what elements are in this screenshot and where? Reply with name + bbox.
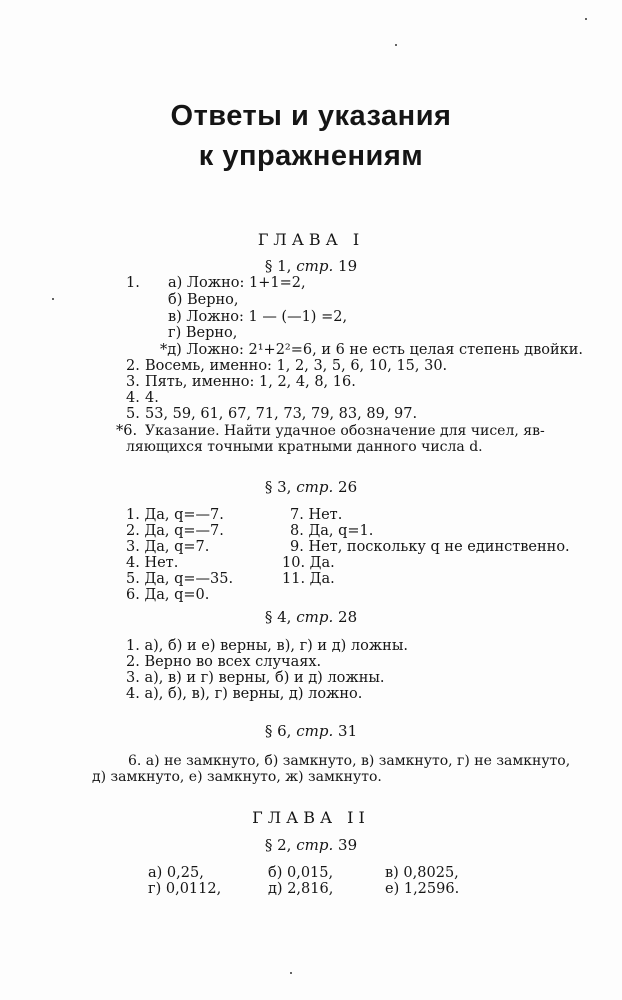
answer-text: 2. Верно во всех случаях. xyxy=(126,654,322,670)
page-number: 26 xyxy=(338,478,358,496)
answer-left: 3. Да, q=7. xyxy=(126,539,210,555)
section-3-heading xyxy=(0,478,622,496)
answer-text: 4. а), б), в), г) верны, д) ложно. xyxy=(126,686,363,702)
answer-number: 2. xyxy=(126,358,140,374)
answer-text: б) Верно, xyxy=(168,292,239,308)
answer-left: 4. Нет. xyxy=(126,555,179,571)
answer-text: Указание. Найти удачное обозначение для чисел, яв- xyxy=(145,423,545,439)
page-title-line-2: к упражнениям xyxy=(198,140,424,172)
scan-speck xyxy=(52,298,54,300)
chapter-1-heading: ГЛАВА I xyxy=(257,230,365,249)
section-1-heading xyxy=(0,257,622,275)
answer-text: 6. а) не замкнуто, б) замкнуто, в) замкнуто, г) не замкнуто, xyxy=(128,753,571,769)
section-4-heading xyxy=(0,608,622,626)
answer-text: 4. xyxy=(145,390,159,406)
answer-text: а) Ложно: 1+1=2, xyxy=(168,275,306,291)
section-sign: § 4, xyxy=(264,608,292,626)
answer-right: 11. Да. xyxy=(282,571,335,587)
answer-value: а) 0,25, xyxy=(148,865,204,881)
answer-text: г) Верно, xyxy=(168,325,238,341)
answer-text: *д) Ложно: 2¹+2²=6, и 6 не есть целая степень двойки. xyxy=(160,342,583,358)
page-number: 39 xyxy=(338,836,358,854)
answer-number: 1. xyxy=(126,275,140,291)
section-sign: § 1, xyxy=(264,257,292,275)
answer-left: 5. Да, q=—35. xyxy=(126,571,234,587)
answer-number: 4. xyxy=(126,390,140,406)
answer-text: д) замкнуто, е) замкнуто, ж) замкнуто. xyxy=(92,769,382,785)
answer-value: е) 1,2596. xyxy=(385,881,460,897)
answer-number: *6. xyxy=(116,423,138,439)
answer-right: 9. Нет, поскольку q не единственно. xyxy=(290,539,570,555)
answer-value: в) 0,8025, xyxy=(385,865,459,881)
answer-left: 1. Да, q=—7. xyxy=(126,507,224,523)
page-title-line-1: Ответы и указания xyxy=(170,100,452,132)
page-ref-label: стр. xyxy=(296,608,334,626)
answer-value: г) 0,0112, xyxy=(148,881,222,897)
answer-value: д) 2,816, xyxy=(268,881,334,897)
answer-text: 1. а), б) и е) верны, в), г) и д) ложны. xyxy=(126,638,408,654)
answer-value: б) 0,015, xyxy=(268,865,334,881)
page-number: 31 xyxy=(338,722,358,740)
page-ref-label: стр. xyxy=(296,722,334,740)
answer-right: 10. Да. xyxy=(282,555,335,571)
page-number: 28 xyxy=(338,608,358,626)
chapter-2-heading: ГЛАВА II xyxy=(252,808,370,827)
section-sign: § 6, xyxy=(264,722,292,740)
answer-text: Пять, именно: 1, 2, 4, 8, 16. xyxy=(145,374,356,390)
scan-speck xyxy=(395,44,397,46)
answer-text: в) Ложно: 1 — (—1) =2, xyxy=(168,309,348,325)
answer-text: Восемь, именно: 1, 2, 3, 5, 6, 10, 15, 30. xyxy=(145,358,448,374)
answer-right: 7. Нет. xyxy=(290,507,343,523)
section-6-heading xyxy=(0,722,622,740)
scan-speck xyxy=(290,972,292,974)
section-2-heading xyxy=(0,836,622,854)
page-number: 19 xyxy=(338,257,358,275)
answer-right: 8. Да, q=1. xyxy=(290,523,374,539)
answer-number: 5. xyxy=(126,406,140,422)
page-ref-label: стр. xyxy=(296,478,334,496)
answer-text: 3. а), в) и г) верны, б) и д) ложны. xyxy=(126,670,385,686)
answer-text: ляющихся точными кратными данного числа d. xyxy=(126,439,483,455)
answer-left: 2. Да, q=—7. xyxy=(126,523,224,539)
answer-left: 6. Да, q=0. xyxy=(126,587,210,603)
answer-number: 3. xyxy=(126,374,140,390)
page-ref-label: стр. xyxy=(296,836,334,854)
scan-speck xyxy=(585,18,587,20)
section-sign: § 2, xyxy=(264,836,292,854)
answer-text: 53, 59, 61, 67, 71, 73, 79, 83, 89, 97. xyxy=(145,406,418,422)
page-ref-label: стр. xyxy=(296,257,334,275)
section-sign: § 3, xyxy=(264,478,292,496)
